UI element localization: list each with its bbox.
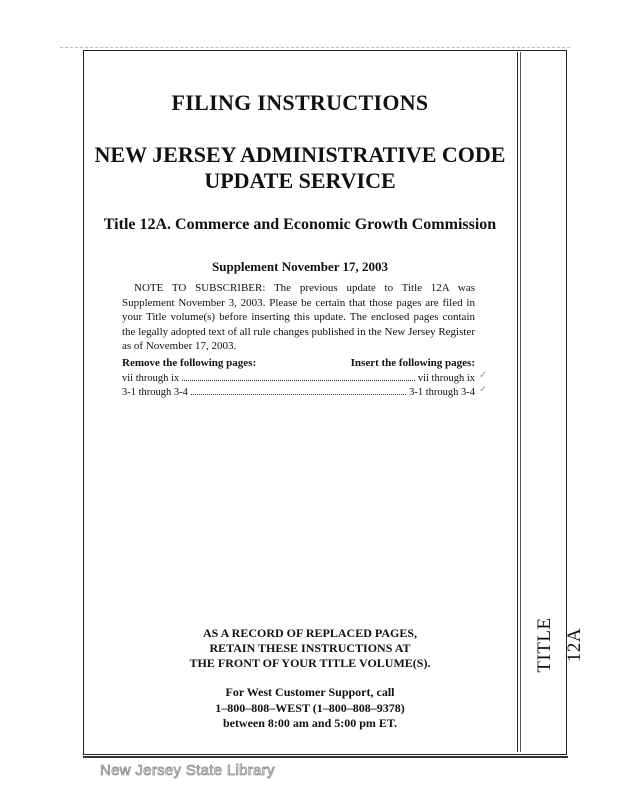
page-border-bottom-rule — [83, 756, 568, 758]
scan-top-edge — [60, 47, 570, 48]
insert-pages-cell: vii through ix — [417, 373, 475, 384]
pages-table-header — [122, 357, 475, 371]
side-tab-divider — [517, 52, 518, 752]
handwritten-check-icon: ✓ — [479, 384, 488, 395]
side-tab-divider-inner — [520, 52, 521, 752]
filing-instructions-heading: FILING INSTRUCTIONS — [171, 90, 429, 115]
remove-pages-cell: 3-1 through 3-4 — [122, 387, 188, 398]
support-phone: 1–800–808–WEST (1–800–808–9378) — [215, 700, 405, 715]
remove-pages-cell: vii through ix — [122, 373, 180, 384]
table-row — [122, 384, 475, 398]
subscriber-note: NOTE TO SUBSCRIBER: The previous update to Title 12A was Supplement November 3, 2003. Please be certain that those pages are filed in your Title volume(s) before inserting this update. The enclosed pages contain the legally adopted text of all rule changes published in the New Jersey Register as of November 17, 2003. — [122, 282, 475, 353]
supplement-date: Supplement November 17, 2003 — [212, 259, 388, 274]
record-instructions — [150, 626, 470, 671]
remove-pages-header: Remove the following pages: — [122, 357, 257, 369]
customer-support-info — [150, 685, 470, 732]
library-stamp: New Jersey State Library — [100, 762, 275, 779]
code-heading-line2: UPDATE SERVICE — [204, 168, 396, 193]
title-heading: Title 12A. Commerce and Economic Growth Commission — [103, 216, 497, 233]
code-heading — [90, 142, 510, 194]
handwritten-check-icon: ✓ — [479, 370, 488, 381]
record-line: RETAIN THESE INSTRUCTIONS AT — [209, 641, 411, 655]
support-hours: between 8:00 am and 5:00 pm ET. — [222, 716, 398, 730]
dot-leader — [182, 379, 415, 381]
dot-leader — [191, 393, 406, 395]
record-line: THE FRONT OF YOUR TITLE VOLUME(S). — [189, 656, 431, 670]
record-line: AS A RECORD OF REPLACED PAGES, — [202, 626, 418, 640]
table-row — [122, 370, 475, 384]
support-line: For West Customer Support, call — [225, 685, 395, 699]
insert-pages-header: Insert the following pages: — [350, 357, 475, 369]
side-tab-label: TITLE 12A — [534, 617, 585, 673]
insert-pages-cell: 3-1 through 3-4 — [409, 387, 475, 398]
code-heading-line1: NEW JERSEY ADMINISTRATIVE CODE — [94, 142, 506, 167]
